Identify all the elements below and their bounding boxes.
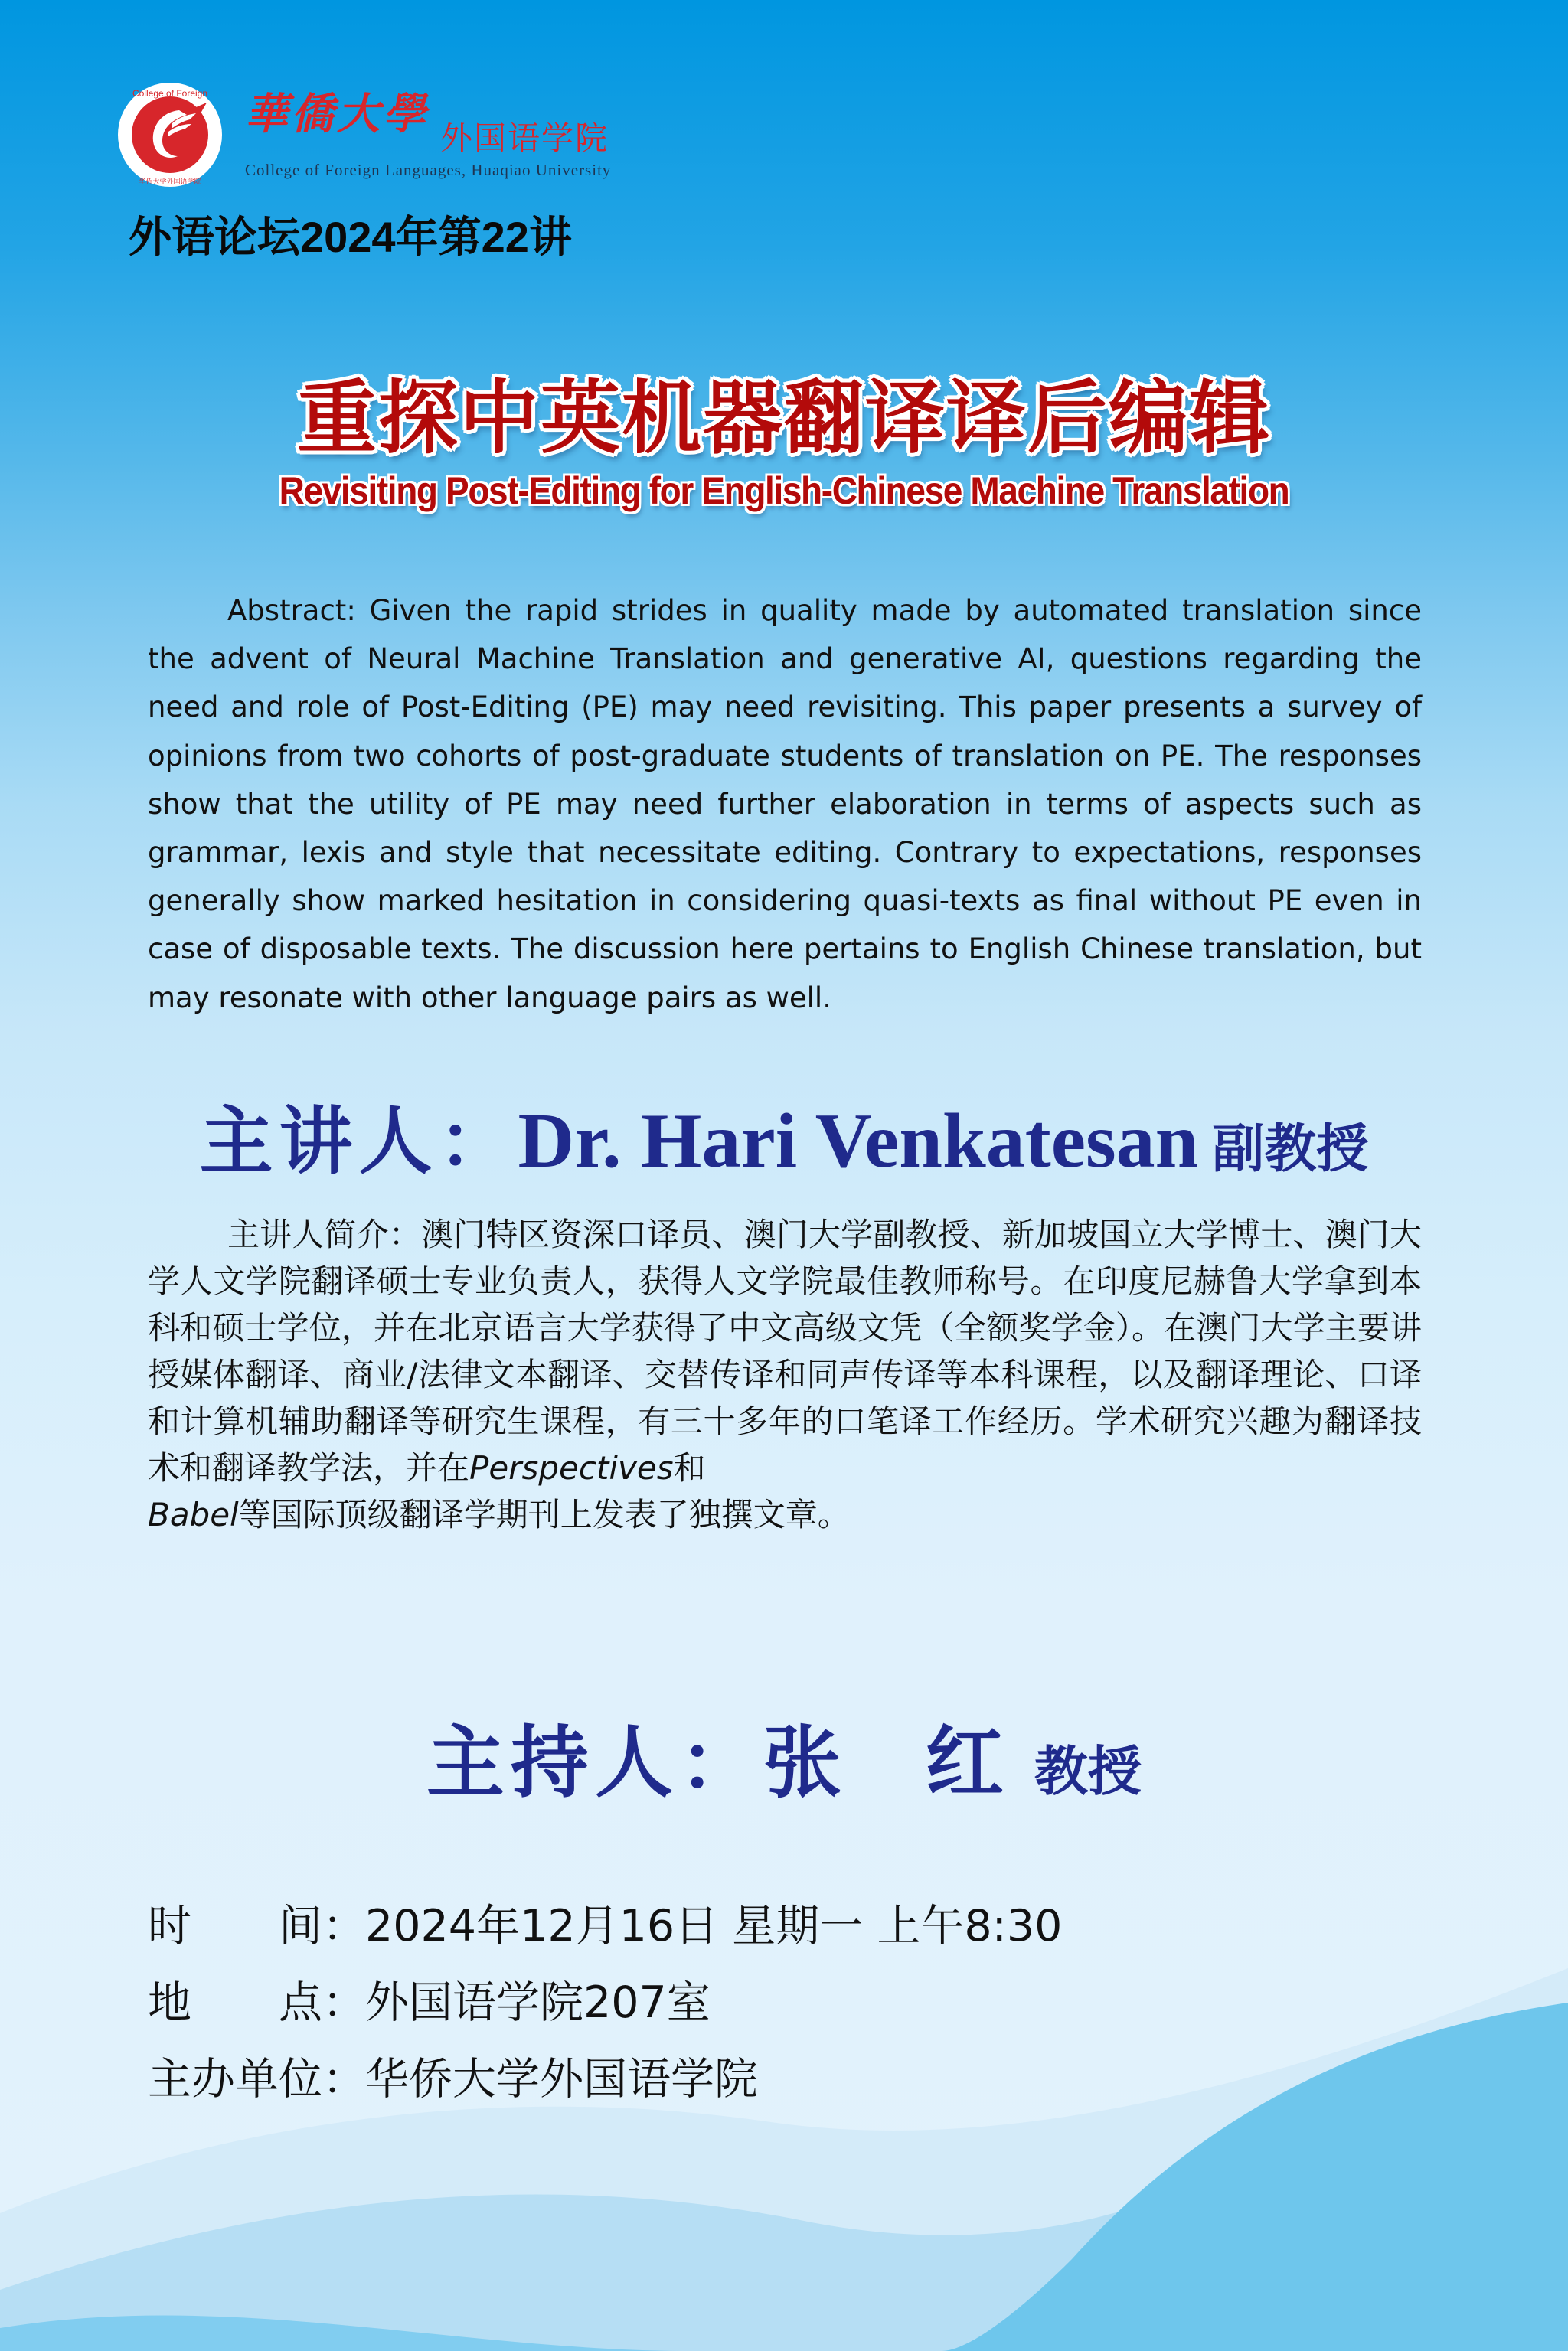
journal-perspectives: Perspectives: [469, 1449, 674, 1487]
host-label: 主持人：: [426, 1717, 763, 1809]
time-label: 时 间: [148, 1901, 322, 1951]
college-name-en: College of Foreign Languages, Huaqiao University: [245, 161, 612, 179]
lecture-title-cn: 重探中英机器翻译译后编辑: [296, 371, 1271, 465]
speaker-line: [0, 1083, 1568, 1188]
lecture-title-en: Revisiting Post-Editing for English-Chinese Machine Translation: [279, 469, 1289, 512]
organizer-label: 主 办 单 位: [148, 2054, 322, 2104]
organizer-value: 华侨大学外国语学院: [365, 2054, 758, 2104]
event-info: [148, 1891, 1062, 2121]
university-name-calligraphy: 華僑大學: [245, 89, 429, 139]
info-row-organizer: 主 办 单 位 ： 华侨大学外国语学院: [148, 2044, 1062, 2121]
host-rank: 教授: [1034, 1739, 1142, 1803]
host-surname: 张: [763, 1717, 841, 1809]
svg-text:华侨大学外国语学院: 华侨大学外国语学院: [139, 178, 201, 186]
abstract-text: Abstract: Given the rapid strides in quality made by automated translation since the advent of Neural Machine Translation and generative AI, questions regarding the need and role of Post-Editing (PE) may need revisiting. This paper presents a survey of opinions from two cohorts of post-graduate students of translation on PE. The responses show that the utility of PE may need further elaboration in terms of aspects such as grammar, lexis and style that necessitate editing. Contrary to expectations, responses generally show marked hesitation in considering quasi-texts as final without PE even in case of disposable texts. The discussion here pertains to English Chinese translation, but may resonate with other language pairs as well.: [148, 594, 1422, 1014]
svg-text:College of Foreign: College of Foreign: [132, 88, 208, 99]
speaker-name: Dr. Hari Venkatesan: [518, 1098, 1199, 1184]
college-name-cn: 外国语学院: [440, 119, 609, 157]
speaker-bio: [148, 1211, 1422, 1538]
location-value: 外国语学院207室: [365, 1977, 710, 2028]
location-label: 地 点: [148, 1977, 322, 2028]
lecture-series-label: 外语论坛2024年第22讲: [129, 213, 572, 261]
bio-text-2: 和: [673, 1449, 706, 1487]
bio-text-1: 主讲人简介：澳门特区资深口译员、澳门大学副教授、新加坡国立大学博士、澳门大学人文学院翻译硕士专业负责人，获得人文学院最佳教师称号。在印度尼赫鲁大学拿到本科和硕士学位，并在北京语言大学获得了中文高级文凭（全额奖学金）。在澳门大学主要讲授媒体翻译、商业/法律文本翻译、交替传译和同声传译等本科课程，以及翻译理论、口译和计算机辅助翻译等研究生课程，有三十多年的口笔译工作经历。学术研究兴趣为翻译技术和翻译教学法，并在: [148, 1216, 1422, 1487]
speaker-rank: 副教授: [1212, 1118, 1369, 1180]
college-seal-logo: [116, 81, 224, 188]
time-value: 2024年12月16日 星期一 上午8:30: [365, 1901, 1063, 1951]
info-row-time: 时 间 ： 2024年12月16日 星期一 上午8:30: [148, 1891, 1062, 1967]
bio-text-3: 等国际顶级翻译学期刊上发表了独撰文章。: [238, 1496, 850, 1533]
speaker-label: 主讲人：: [199, 1098, 518, 1184]
host-name: [763, 1717, 1004, 1809]
info-row-location: 地 点 ： 外国语学院207室: [148, 1967, 1062, 2044]
host-given-name: 红: [926, 1717, 1004, 1809]
host-line: [0, 1701, 1568, 1813]
journal-babel: Babel: [148, 1496, 239, 1533]
